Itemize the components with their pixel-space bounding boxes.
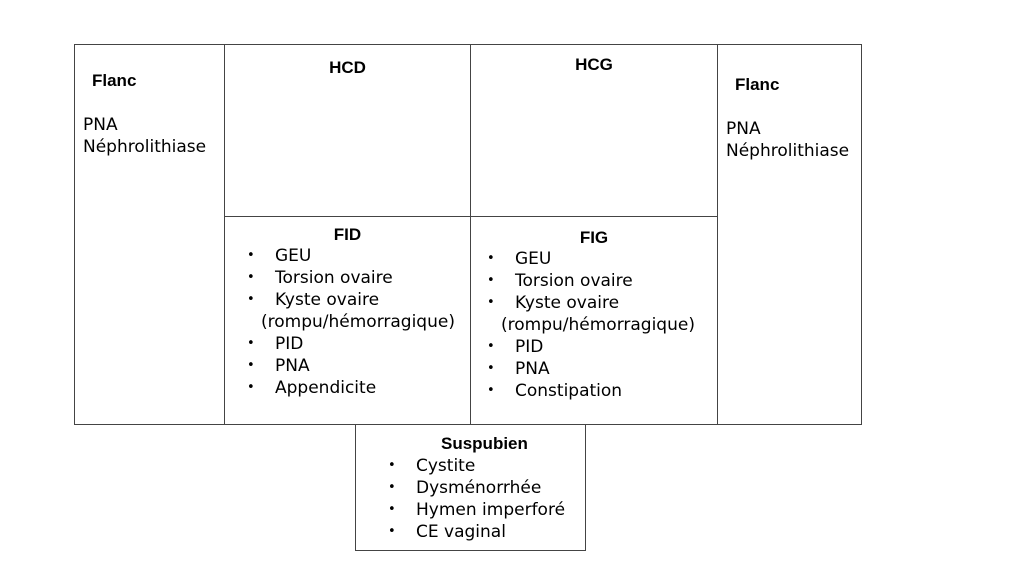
hcg-title: HCG <box>575 55 613 74</box>
right-flank-item: PNA <box>726 119 761 139</box>
left-flank-cell <box>74 44 225 425</box>
suspubien-item: • Hymen imperforé <box>378 499 565 521</box>
fid-item: • Kyste ovaire <box>237 289 455 311</box>
fig-list <box>477 248 695 402</box>
fig-item: • Kyste ovaire <box>477 292 695 314</box>
right-flank-list <box>726 118 849 162</box>
fig-item: • GEU <box>477 248 695 270</box>
fig-item: • PID <box>477 336 695 358</box>
suspubien-item: • Cystite <box>378 455 565 477</box>
fid-item: • PID <box>237 333 455 355</box>
hcd-title: HCD <box>329 58 366 77</box>
suspubien-cell <box>355 424 586 551</box>
left-flank-item: PNA <box>83 115 118 135</box>
fid-item-continuation: (rompu/hémorragique) <box>261 312 455 332</box>
fig-cell <box>470 216 718 425</box>
hcd-cell <box>224 44 471 217</box>
fid-cell <box>224 216 471 425</box>
fig-item: • PNA <box>477 358 695 380</box>
suspubien-item: • CE vaginal <box>378 521 565 543</box>
suspubien-title: Suspubien <box>441 434 528 453</box>
fig-item: • Constipation <box>477 380 695 402</box>
fid-item: • Torsion ovaire <box>237 267 455 289</box>
right-flank-item: Néphrolithiase <box>726 141 850 161</box>
fid-item: • Appendicite <box>237 377 455 399</box>
right-flank-cell <box>717 44 862 425</box>
hcg-cell <box>470 44 718 217</box>
right-flank-title: Flanc <box>735 75 780 94</box>
fig-title: FIG <box>579 228 609 247</box>
left-flank-title: Flanc <box>92 71 137 90</box>
left-flank-list <box>83 114 206 158</box>
fid-list <box>237 245 455 399</box>
fig-item-continuation: (rompu/hémorragique) <box>501 315 695 335</box>
fid-item: • GEU <box>237 245 455 267</box>
left-flank-item: Néphrolithiase <box>83 137 207 157</box>
suspubien-item: • Dysménorrhée <box>378 477 565 499</box>
fid-title: FID <box>333 225 362 244</box>
fig-item: • Torsion ovaire <box>477 270 695 292</box>
fid-item: • PNA <box>237 355 455 377</box>
suspubien-list <box>378 455 565 543</box>
